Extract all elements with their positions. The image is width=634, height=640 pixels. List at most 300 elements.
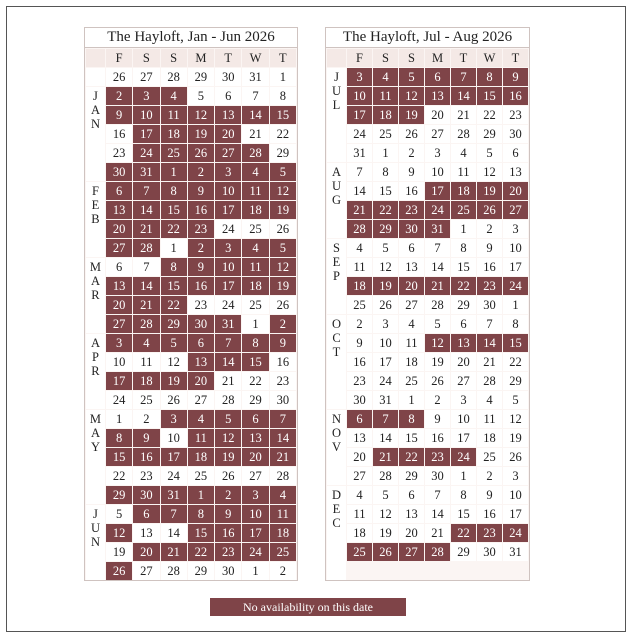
- day-cell[interactable]: 26: [215, 467, 241, 485]
- day-cell-booked[interactable]: 15: [503, 334, 528, 352]
- day-cell[interactable]: 27: [425, 125, 450, 143]
- day-cell[interactable]: 30: [215, 68, 241, 86]
- day-cell-booked[interactable]: 5: [161, 334, 187, 352]
- day-cell[interactable]: 26: [399, 125, 424, 143]
- day-cell[interactable]: 11: [347, 258, 372, 276]
- day-cell[interactable]: 21: [477, 353, 502, 371]
- day-cell-booked[interactable]: 9: [215, 505, 241, 523]
- day-cell[interactable]: 16: [347, 353, 372, 371]
- day-cell-booked[interactable]: 10: [133, 106, 159, 124]
- day-cell-booked[interactable]: 8: [188, 505, 214, 523]
- day-cell[interactable]: 4: [451, 144, 476, 162]
- day-cell[interactable]: 29: [242, 391, 268, 409]
- day-cell-booked[interactable]: 30: [133, 486, 159, 504]
- day-cell-booked[interactable]: 24: [133, 144, 159, 162]
- day-cell-booked[interactable]: 28: [133, 315, 159, 333]
- day-cell-booked[interactable]: 14: [133, 201, 159, 219]
- day-cell-booked[interactable]: 23: [477, 524, 502, 542]
- day-cell-booked[interactable]: 19: [161, 372, 187, 390]
- day-cell[interactable]: 22: [477, 106, 502, 124]
- day-cell[interactable]: 27: [347, 467, 372, 485]
- day-cell[interactable]: 3: [451, 391, 476, 409]
- day-cell-booked[interactable]: 28: [242, 144, 268, 162]
- day-cell[interactable]: 1: [242, 562, 268, 580]
- day-cell-booked[interactable]: 13: [106, 201, 132, 219]
- day-cell-booked[interactable]: 17: [347, 106, 372, 124]
- day-cell[interactable]: 11: [133, 353, 159, 371]
- day-cell-booked[interactable]: 20: [106, 296, 132, 314]
- day-cell[interactable]: 24: [161, 467, 187, 485]
- day-cell-booked[interactable]: 27: [106, 239, 132, 257]
- day-cell-booked[interactable]: 9: [188, 182, 214, 200]
- day-cell[interactable]: 4: [477, 391, 502, 409]
- day-cell[interactable]: 21: [425, 524, 450, 542]
- day-cell[interactable]: 26: [503, 448, 528, 466]
- day-cell[interactable]: 8: [373, 163, 398, 181]
- day-cell-booked[interactable]: 23: [425, 448, 450, 466]
- day-cell[interactable]: 20: [399, 524, 424, 542]
- day-cell[interactable]: 29: [503, 372, 528, 390]
- day-cell-booked[interactable]: 7: [161, 505, 187, 523]
- day-cell-booked[interactable]: 19: [270, 277, 296, 295]
- day-cell[interactable]: 7: [133, 258, 159, 276]
- day-cell[interactable]: 10: [503, 239, 528, 257]
- day-cell-booked[interactable]: 7: [373, 410, 398, 428]
- day-cell[interactable]: 26: [106, 68, 132, 86]
- day-cell[interactable]: 12: [503, 410, 528, 428]
- day-cell[interactable]: 9: [347, 334, 372, 352]
- day-cell-booked[interactable]: 19: [399, 106, 424, 124]
- day-cell[interactable]: 18: [347, 524, 372, 542]
- day-cell[interactable]: 27: [133, 68, 159, 86]
- day-cell-booked[interactable]: 13: [425, 87, 450, 105]
- day-cell[interactable]: 25: [133, 391, 159, 409]
- day-cell[interactable]: 3: [503, 467, 528, 485]
- day-cell[interactable]: 5: [188, 87, 214, 105]
- day-cell[interactable]: 20: [451, 353, 476, 371]
- day-cell[interactable]: 12: [161, 353, 187, 371]
- day-cell-booked[interactable]: 25: [161, 144, 187, 162]
- day-cell-booked[interactable]: 31: [425, 220, 450, 238]
- day-cell-booked[interactable]: 20: [133, 543, 159, 561]
- day-cell[interactable]: 28: [373, 467, 398, 485]
- day-cell[interactable]: 23: [133, 467, 159, 485]
- day-cell[interactable]: 10: [106, 353, 132, 371]
- day-cell-booked[interactable]: 17: [215, 201, 241, 219]
- day-cell-booked[interactable]: 15: [161, 277, 187, 295]
- day-cell[interactable]: 23: [270, 372, 296, 390]
- day-cell-booked[interactable]: 13: [215, 106, 241, 124]
- day-cell[interactable]: 12: [373, 505, 398, 523]
- day-cell[interactable]: 13: [133, 524, 159, 542]
- day-cell-booked[interactable]: 27: [503, 201, 528, 219]
- day-cell[interactable]: 1: [161, 239, 187, 257]
- day-cell-booked[interactable]: 24: [242, 543, 268, 561]
- day-cell[interactable]: 5: [106, 505, 132, 523]
- day-cell[interactable]: 1: [399, 391, 424, 409]
- day-cell[interactable]: 2: [347, 315, 372, 333]
- day-cell-booked[interactable]: 13: [188, 353, 214, 371]
- day-cell-booked[interactable]: 15: [188, 524, 214, 542]
- day-cell-booked[interactable]: 22: [373, 201, 398, 219]
- day-cell-booked[interactable]: 27: [399, 543, 424, 561]
- day-cell[interactable]: 17: [373, 353, 398, 371]
- day-cell-booked[interactable]: 27: [106, 315, 132, 333]
- day-cell-booked[interactable]: 18: [242, 201, 268, 219]
- day-cell-booked[interactable]: 5: [270, 239, 296, 257]
- day-cell[interactable]: 14: [425, 505, 450, 523]
- day-cell-booked[interactable]: 20: [503, 182, 528, 200]
- day-cell[interactable]: 5: [425, 315, 450, 333]
- day-cell[interactable]: 2: [477, 467, 502, 485]
- day-cell-booked[interactable]: 8: [242, 334, 268, 352]
- day-cell-booked[interactable]: 8: [106, 429, 132, 447]
- day-cell-booked[interactable]: 28: [133, 239, 159, 257]
- day-cell-booked[interactable]: 10: [215, 182, 241, 200]
- day-cell-booked[interactable]: 2: [188, 239, 214, 257]
- day-cell[interactable]: 9: [477, 486, 502, 504]
- day-cell[interactable]: 19: [106, 543, 132, 561]
- day-cell[interactable]: 5: [477, 144, 502, 162]
- day-cell[interactable]: 29: [188, 68, 214, 86]
- day-cell[interactable]: 19: [425, 353, 450, 371]
- day-cell[interactable]: 24: [215, 296, 241, 314]
- day-cell-booked[interactable]: 20: [242, 448, 268, 466]
- day-cell[interactable]: 7: [242, 87, 268, 105]
- day-cell-booked[interactable]: 21: [347, 201, 372, 219]
- day-cell-booked[interactable]: 7: [451, 68, 476, 86]
- day-cell-booked[interactable]: 18: [373, 106, 398, 124]
- day-cell[interactable]: 2: [270, 562, 296, 580]
- day-cell-booked[interactable]: 9: [133, 429, 159, 447]
- day-cell[interactable]: 6: [215, 87, 241, 105]
- day-cell-booked[interactable]: 15: [106, 448, 132, 466]
- day-cell[interactable]: 31: [347, 144, 372, 162]
- day-cell-booked[interactable]: 18: [242, 277, 268, 295]
- day-cell[interactable]: 28: [161, 68, 187, 86]
- day-cell[interactable]: 30: [425, 467, 450, 485]
- day-cell-booked[interactable]: 12: [106, 524, 132, 542]
- day-cell[interactable]: 26: [373, 296, 398, 314]
- day-cell[interactable]: 18: [477, 429, 502, 447]
- day-cell[interactable]: 22: [106, 467, 132, 485]
- day-cell-booked[interactable]: 19: [188, 125, 214, 143]
- day-cell[interactable]: 8: [503, 315, 528, 333]
- day-cell-booked[interactable]: 16: [503, 87, 528, 105]
- day-cell-booked[interactable]: 31: [133, 163, 159, 181]
- day-cell[interactable]: 4: [347, 486, 372, 504]
- day-cell[interactable]: 1: [373, 144, 398, 162]
- day-cell[interactable]: 8: [270, 87, 296, 105]
- day-cell[interactable]: 28: [425, 296, 450, 314]
- day-cell-booked[interactable]: 13: [451, 334, 476, 352]
- day-cell[interactable]: 19: [503, 429, 528, 447]
- day-cell-booked[interactable]: 3: [215, 239, 241, 257]
- day-cell-booked[interactable]: 23: [215, 543, 241, 561]
- day-cell[interactable]: 27: [399, 296, 424, 314]
- day-cell[interactable]: 16: [106, 125, 132, 143]
- day-cell-booked[interactable]: 22: [451, 524, 476, 542]
- day-cell-booked[interactable]: 29: [106, 486, 132, 504]
- day-cell-booked[interactable]: 19: [270, 201, 296, 219]
- day-cell-booked[interactable]: 11: [242, 258, 268, 276]
- day-cell-booked[interactable]: 16: [133, 448, 159, 466]
- day-cell-booked[interactable]: 22: [399, 448, 424, 466]
- day-cell[interactable]: 6: [503, 144, 528, 162]
- day-cell[interactable]: 8: [451, 239, 476, 257]
- day-cell-booked[interactable]: 12: [270, 182, 296, 200]
- day-cell-booked[interactable]: 22: [161, 296, 187, 314]
- day-cell[interactable]: 12: [373, 258, 398, 276]
- day-cell-booked[interactable]: 6: [188, 334, 214, 352]
- day-cell-booked[interactable]: 13: [106, 277, 132, 295]
- day-cell[interactable]: 25: [242, 296, 268, 314]
- day-cell[interactable]: 29: [188, 562, 214, 580]
- day-cell[interactable]: 22: [270, 125, 296, 143]
- day-cell[interactable]: 1: [242, 315, 268, 333]
- day-cell-booked[interactable]: 20: [399, 277, 424, 295]
- day-cell-booked[interactable]: 24: [503, 277, 528, 295]
- day-cell-booked[interactable]: 3: [347, 68, 372, 86]
- day-cell[interactable]: 22: [242, 372, 268, 390]
- day-cell[interactable]: 15: [399, 429, 424, 447]
- day-cell[interactable]: 8: [451, 486, 476, 504]
- day-cell-booked[interactable]: 23: [399, 201, 424, 219]
- day-cell[interactable]: 7: [347, 163, 372, 181]
- day-cell[interactable]: 14: [161, 524, 187, 542]
- day-cell-booked[interactable]: 9: [270, 334, 296, 352]
- day-cell-booked[interactable]: 26: [188, 144, 214, 162]
- day-cell-booked[interactable]: 18: [347, 277, 372, 295]
- day-cell[interactable]: 7: [425, 239, 450, 257]
- day-cell-booked[interactable]: 5: [270, 163, 296, 181]
- day-cell[interactable]: 2: [425, 391, 450, 409]
- day-cell-booked[interactable]: 18: [451, 182, 476, 200]
- day-cell-booked[interactable]: 21: [133, 296, 159, 314]
- day-cell[interactable]: 30: [270, 391, 296, 409]
- day-cell-booked[interactable]: 18: [161, 125, 187, 143]
- day-cell[interactable]: 27: [188, 391, 214, 409]
- day-cell-booked[interactable]: 11: [242, 182, 268, 200]
- day-cell-booked[interactable]: 3: [242, 486, 268, 504]
- day-cell[interactable]: 16: [477, 258, 502, 276]
- day-cell-booked[interactable]: 28: [347, 220, 372, 238]
- day-cell-booked[interactable]: 11: [188, 429, 214, 447]
- day-cell[interactable]: 5: [373, 486, 398, 504]
- day-cell-booked[interactable]: 14: [451, 87, 476, 105]
- day-cell-booked[interactable]: 14: [270, 429, 296, 447]
- day-cell[interactable]: 30: [477, 543, 502, 561]
- day-cell[interactable]: 27: [451, 372, 476, 390]
- day-cell[interactable]: 16: [270, 353, 296, 371]
- day-cell[interactable]: 10: [425, 163, 450, 181]
- day-cell-booked[interactable]: 7: [270, 410, 296, 428]
- day-cell-booked[interactable]: 23: [477, 277, 502, 295]
- day-cell[interactable]: 21: [215, 372, 241, 390]
- day-cell[interactable]: 5: [373, 239, 398, 257]
- day-cell-booked[interactable]: 12: [399, 87, 424, 105]
- day-cell[interactable]: 11: [347, 505, 372, 523]
- day-cell-booked[interactable]: 17: [242, 524, 268, 542]
- day-cell[interactable]: 27: [242, 467, 268, 485]
- day-cell-booked[interactable]: 17: [215, 277, 241, 295]
- day-cell-booked[interactable]: 20: [215, 125, 241, 143]
- day-cell[interactable]: 16: [399, 182, 424, 200]
- day-cell[interactable]: 29: [451, 296, 476, 314]
- day-cell-booked[interactable]: 20: [188, 372, 214, 390]
- day-cell[interactable]: 9: [425, 410, 450, 428]
- day-cell-booked[interactable]: 3: [133, 87, 159, 105]
- day-cell[interactable]: 7: [425, 486, 450, 504]
- day-cell-booked[interactable]: 27: [215, 144, 241, 162]
- day-cell[interactable]: 28: [270, 467, 296, 485]
- day-cell-booked[interactable]: 17: [425, 182, 450, 200]
- day-cell-booked[interactable]: 17: [133, 125, 159, 143]
- day-cell[interactable]: 28: [161, 562, 187, 580]
- day-cell-booked[interactable]: 21: [425, 277, 450, 295]
- day-cell[interactable]: 19: [373, 524, 398, 542]
- day-cell-booked[interactable]: 7: [133, 182, 159, 200]
- day-cell-booked[interactable]: 2: [188, 163, 214, 181]
- day-cell-booked[interactable]: 6: [133, 505, 159, 523]
- day-cell[interactable]: 6: [399, 239, 424, 257]
- day-cell[interactable]: 26: [161, 391, 187, 409]
- day-cell[interactable]: 3: [425, 144, 450, 162]
- day-cell-booked[interactable]: 22: [451, 277, 476, 295]
- day-cell-booked[interactable]: 1: [188, 486, 214, 504]
- day-cell-booked[interactable]: 4: [270, 486, 296, 504]
- day-cell[interactable]: 16: [477, 505, 502, 523]
- day-cell[interactable]: 30: [215, 562, 241, 580]
- day-cell[interactable]: 10: [451, 410, 476, 428]
- day-cell-booked[interactable]: 4: [373, 68, 398, 86]
- day-cell[interactable]: 6: [451, 315, 476, 333]
- day-cell-booked[interactable]: 18: [133, 372, 159, 390]
- day-cell-booked[interactable]: 14: [242, 106, 268, 124]
- day-cell[interactable]: 14: [347, 182, 372, 200]
- day-cell-booked[interactable]: 9: [188, 258, 214, 276]
- day-cell[interactable]: 6: [399, 486, 424, 504]
- day-cell[interactable]: 29: [399, 467, 424, 485]
- day-cell-booked[interactable]: 19: [373, 277, 398, 295]
- day-cell[interactable]: 28: [477, 372, 502, 390]
- day-cell[interactable]: 16: [425, 429, 450, 447]
- day-cell[interactable]: 10: [161, 429, 187, 447]
- day-cell[interactable]: 3: [373, 315, 398, 333]
- day-cell[interactable]: 13: [399, 258, 424, 276]
- day-cell[interactable]: 15: [451, 258, 476, 276]
- day-cell[interactable]: 23: [106, 144, 132, 162]
- day-cell-booked[interactable]: 19: [477, 182, 502, 200]
- day-cell[interactable]: 1: [106, 410, 132, 428]
- day-cell-booked[interactable]: 21: [161, 543, 187, 561]
- day-cell[interactable]: 4: [347, 239, 372, 257]
- day-cell-booked[interactable]: 10: [215, 258, 241, 276]
- day-cell[interactable]: 30: [477, 296, 502, 314]
- day-cell-booked[interactable]: 4: [242, 239, 268, 257]
- day-cell[interactable]: 24: [215, 220, 241, 238]
- day-cell-booked[interactable]: 24: [425, 201, 450, 219]
- day-cell-booked[interactable]: 9: [503, 68, 528, 86]
- day-cell[interactable]: 28: [451, 125, 476, 143]
- day-cell-booked[interactable]: 4: [242, 163, 268, 181]
- day-cell[interactable]: 17: [503, 505, 528, 523]
- day-cell[interactable]: 3: [503, 220, 528, 238]
- day-cell-booked[interactable]: 14: [133, 277, 159, 295]
- day-cell[interactable]: 29: [477, 125, 502, 143]
- day-cell[interactable]: 21: [242, 125, 268, 143]
- day-cell-booked[interactable]: 15: [161, 201, 187, 219]
- day-cell[interactable]: 11: [399, 334, 424, 352]
- day-cell-booked[interactable]: 17: [106, 372, 132, 390]
- day-cell-booked[interactable]: 5: [399, 68, 424, 86]
- day-cell-booked[interactable]: 25: [451, 201, 476, 219]
- day-cell[interactable]: 1: [451, 467, 476, 485]
- day-cell-booked[interactable]: 15: [242, 353, 268, 371]
- day-cell[interactable]: 25: [188, 467, 214, 485]
- day-cell-booked[interactable]: 17: [161, 448, 187, 466]
- day-cell-booked[interactable]: 4: [133, 334, 159, 352]
- day-cell-booked[interactable]: 4: [188, 410, 214, 428]
- day-cell-booked[interactable]: 6: [425, 68, 450, 86]
- day-cell-booked[interactable]: 25: [347, 543, 372, 561]
- day-cell-booked[interactable]: 26: [373, 543, 398, 561]
- day-cell-booked[interactable]: 15: [477, 87, 502, 105]
- day-cell-booked[interactable]: 11: [161, 106, 187, 124]
- day-cell[interactable]: 10: [373, 334, 398, 352]
- day-cell-booked[interactable]: 10: [242, 505, 268, 523]
- day-cell[interactable]: 24: [106, 391, 132, 409]
- day-cell[interactable]: 9: [399, 163, 424, 181]
- day-cell-booked[interactable]: 7: [215, 334, 241, 352]
- day-cell[interactable]: 17: [503, 258, 528, 276]
- day-cell-booked[interactable]: 12: [270, 258, 296, 276]
- day-cell-booked[interactable]: 23: [188, 220, 214, 238]
- day-cell-booked[interactable]: 16: [215, 524, 241, 542]
- day-cell[interactable]: 13: [347, 429, 372, 447]
- day-cell[interactable]: 28: [215, 391, 241, 409]
- day-cell-booked[interactable]: 18: [188, 448, 214, 466]
- day-cell-booked[interactable]: 20: [106, 220, 132, 238]
- day-cell-booked[interactable]: 29: [373, 220, 398, 238]
- day-cell[interactable]: 7: [477, 315, 502, 333]
- day-cell[interactable]: 14: [425, 258, 450, 276]
- day-cell[interactable]: 1: [503, 296, 528, 314]
- day-cell-booked[interactable]: 12: [425, 334, 450, 352]
- day-cell-booked[interactable]: 10: [347, 87, 372, 105]
- day-cell[interactable]: 24: [373, 372, 398, 390]
- day-cell[interactable]: 23: [347, 372, 372, 390]
- day-cell-booked[interactable]: 21: [133, 220, 159, 238]
- day-cell[interactable]: 9: [477, 239, 502, 257]
- day-cell[interactable]: 14: [373, 429, 398, 447]
- day-cell-booked[interactable]: 11: [270, 505, 296, 523]
- day-cell[interactable]: 15: [451, 505, 476, 523]
- day-cell-booked[interactable]: 12: [188, 106, 214, 124]
- day-cell[interactable]: 26: [270, 220, 296, 238]
- day-cell-booked[interactable]: 18: [270, 524, 296, 542]
- day-cell[interactable]: 30: [503, 125, 528, 143]
- day-cell-booked[interactable]: 4: [161, 87, 187, 105]
- day-cell[interactable]: 6: [106, 258, 132, 276]
- day-cell-booked[interactable]: 1: [161, 163, 187, 181]
- day-cell-booked[interactable]: 22: [161, 220, 187, 238]
- day-cell-booked[interactable]: 28: [425, 543, 450, 561]
- day-cell-booked[interactable]: 26: [106, 562, 132, 580]
- day-cell-booked[interactable]: 3: [215, 163, 241, 181]
- day-cell-booked[interactable]: 30: [106, 163, 132, 181]
- day-cell-booked[interactable]: 2: [215, 486, 241, 504]
